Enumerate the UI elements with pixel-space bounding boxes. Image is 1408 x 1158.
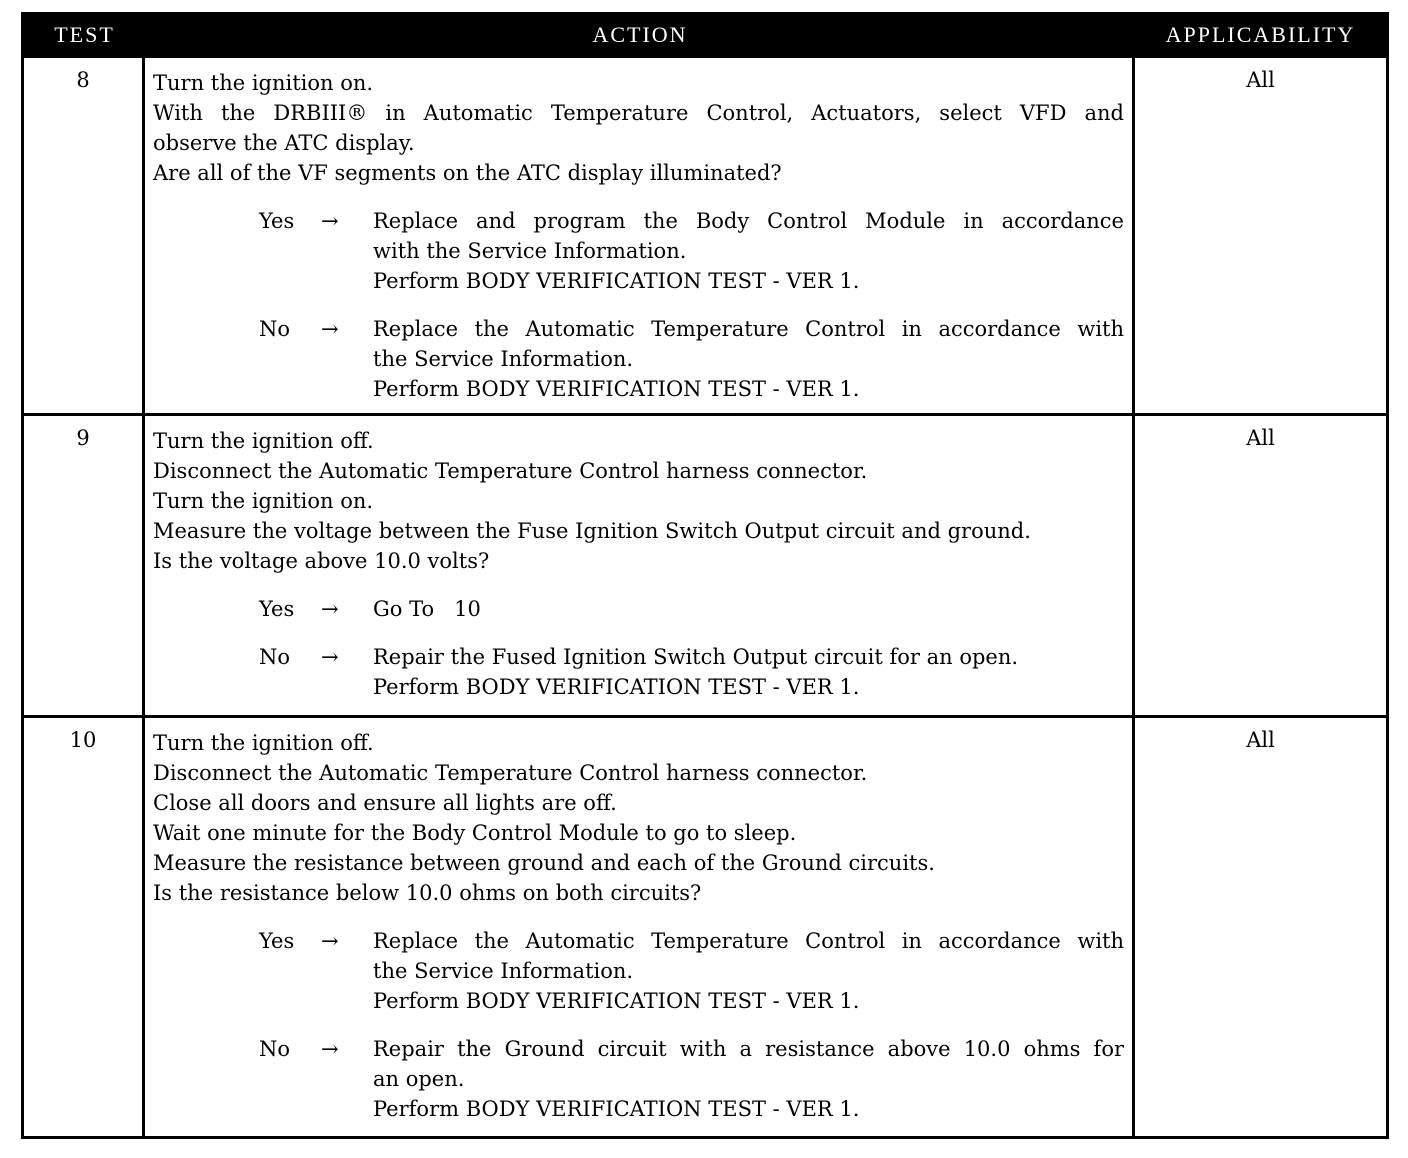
step-text: Disconnect the Automatic Temperature Control harness connector. — [153, 459, 868, 483]
answer-line: Perform BODY VERIFICATION TEST - VER 1. — [373, 1097, 860, 1121]
answer-line: Repair the Fused Ignition Switch Output circuit for an open. — [373, 645, 1019, 669]
table-row-test-10 — [24, 715, 1386, 1136]
answer-line: with the Service Information. — [373, 239, 687, 263]
right-arrow-icon: → — [321, 597, 339, 621]
answer-line: Go To 10 — [373, 597, 481, 621]
answer-line: Replace and program the Body Control Module in accordance — [373, 209, 1124, 233]
header-action: ACTION — [592, 22, 688, 47]
answer-text — [373, 926, 1124, 1016]
answer-no — [153, 1034, 1124, 1124]
answer-text — [373, 206, 1124, 296]
answer-line: Perform BODY VERIFICATION TEST - VER 1. — [373, 675, 860, 699]
answer-line: Perform BODY VERIFICATION TEST - VER 1. — [373, 989, 860, 1013]
answer-label: No — [259, 1037, 291, 1061]
step-text: Measure the resistance between ground and each of the Ground circuits. — [153, 851, 935, 875]
answer-text — [373, 594, 1124, 624]
step-text: Disconnect the Automatic Temperature Control harness connector. — [153, 761, 868, 785]
answer-text — [373, 642, 1124, 702]
step-text: Turn the ignition on. — [153, 489, 374, 513]
step-text: Is the resistance below 10.0 ohms on both circuits? — [153, 881, 702, 905]
answer-text — [373, 1034, 1124, 1124]
step-text: Wait one minute for the Body Control Module to go to sleep. — [153, 821, 797, 845]
answer-label: Yes — [259, 597, 295, 621]
right-arrow-icon: → — [321, 209, 339, 233]
header-applicability: APPLICABILITY — [1165, 22, 1356, 47]
answer-label: No — [259, 317, 291, 341]
answer-line: Repair the Ground circuit with a resistance above 10.0 ohms for — [373, 1037, 1124, 1061]
right-arrow-icon: → — [321, 929, 339, 953]
test-number: 10 — [24, 718, 145, 1136]
applicability-value: All — [1246, 426, 1275, 450]
answer-label: Yes — [259, 209, 295, 233]
action-cell — [145, 416, 1135, 715]
answer-yes — [153, 206, 1124, 296]
right-arrow-icon: → — [321, 317, 339, 341]
answer-line: the Service Information. — [373, 347, 634, 371]
applicability-value: All — [1246, 68, 1275, 92]
answer-line: Replace the Automatic Temperature Control in accordance with — [373, 317, 1124, 341]
step-text: Close all doors and ensure all lights are off. — [153, 791, 617, 815]
answer-line: the Service Information. — [373, 959, 634, 983]
answer-line: Perform BODY VERIFICATION TEST - VER 1. — [373, 377, 860, 401]
step-text: Is the voltage above 10.0 volts? — [153, 549, 490, 573]
answer-line: Replace the Automatic Temperature Control in accordance with — [373, 929, 1124, 953]
answer-text — [373, 314, 1124, 404]
table-header — [24, 15, 1386, 55]
step-text: With the DRBIII® in Automatic Temperature Control, Actuators, select VFD and — [153, 101, 1124, 125]
answer-yes — [153, 926, 1124, 1016]
step-text: observe the ATC display. — [153, 131, 415, 155]
answer-list — [153, 206, 1124, 404]
test-number: 8 — [24, 58, 145, 413]
table-row-test-9 — [24, 413, 1386, 715]
step-text: Turn the ignition off. — [153, 429, 374, 453]
step-text: Turn the ignition off. — [153, 731, 374, 755]
answer-line: an open. — [373, 1067, 465, 1091]
action-cell — [145, 58, 1135, 413]
answer-no — [153, 642, 1124, 702]
right-arrow-icon: → — [321, 645, 339, 669]
applicability-value: All — [1246, 728, 1275, 752]
answer-label: No — [259, 645, 291, 669]
step-text: Are all of the VF segments on the ATC display illuminated? — [153, 161, 782, 185]
answer-list — [153, 926, 1124, 1124]
step-text: Turn the ignition on. — [153, 71, 374, 95]
action-cell — [145, 718, 1135, 1136]
step-text: Measure the voltage between the Fuse Ignition Switch Output circuit and ground. — [153, 519, 1031, 543]
answer-label: Yes — [259, 929, 295, 953]
answer-no — [153, 314, 1124, 404]
right-arrow-icon: → — [321, 1037, 339, 1061]
answer-list — [153, 594, 1124, 702]
table-row-test-8 — [24, 55, 1386, 413]
header-test: TEST — [54, 22, 115, 47]
test-number: 9 — [24, 416, 145, 715]
answer-line: Perform BODY VERIFICATION TEST - VER 1. — [373, 269, 860, 293]
diagnostic-test-table — [21, 12, 1389, 1139]
answer-yes — [153, 594, 1124, 624]
